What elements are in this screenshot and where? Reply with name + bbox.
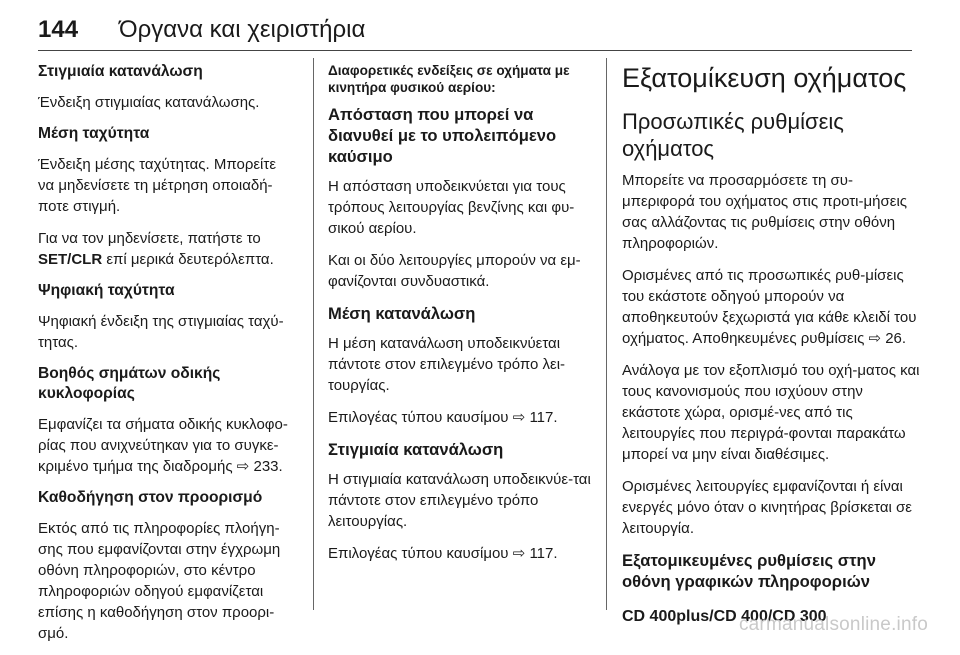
page-ref-arrow-icon: ⇨ xyxy=(236,458,250,475)
section-heading: Στιγμιαία κατανάλωση xyxy=(38,63,203,80)
paragraph: Η μέση κατανάλωση υποδεικνύεται πάντοτε στον επιλεγμένο τρόπο λει-τουργίας. xyxy=(328,335,566,394)
paragraph: Ψηφιακή ένδειξη της στιγμιαίας ταχύ-τητας. xyxy=(38,313,284,351)
paragraph: Μπορείτε να προσαρμόσετε τη συ-μπεριφορά του οχήματος στις προτι-μήσεις σας αλλάζοντας τις ρυθμίσεις στην οθόνη πληροφοριών. xyxy=(622,172,907,252)
section-heading: Απόσταση που μπορεί να διανυθεί με το υπολειπόμενο καύσιμο xyxy=(328,105,557,166)
model-heading: CD 400plus/CD 400/CD 300 xyxy=(622,608,827,625)
paragraph: Εκτός από τις πληροφορίες πλοήγη-σης που εμφανίζονται στην έγχρωμη οθόνη πληροφοριών, στο κέντρο πληροφοριών οδηγού εμφανίζεται επίσης η καθοδήγηση στον προορι-σμό. xyxy=(38,520,281,642)
page-ref-link[interactable]: 117 xyxy=(529,409,554,426)
watermark: carmanualsonline.info xyxy=(738,614,928,635)
header-divider xyxy=(38,50,912,51)
column-middle xyxy=(328,62,594,575)
paragraph: Ένδειξη μέσης ταχύτητας. Μπορείτε να μηδενίσετε τη μέτρηση οποιαδή-ποτε στιγμή. xyxy=(38,156,277,215)
paragraph: Επιλογέας τύπου καυσίμου ⇨ 117. xyxy=(328,409,558,426)
page-ref-link[interactable]: 26 xyxy=(885,330,902,347)
running-title: Όργανα και χειριστήρια xyxy=(119,16,366,43)
paragraph: Η απόσταση υποδεικνύεται για τους τρόπους λειτουργίας βενζίνης και φυ-σικού αερίου. xyxy=(328,178,575,237)
paragraph: Ένδειξη στιγμιαίας κατανάλωσης. xyxy=(38,94,260,111)
paragraph: Εμφανίζει τα σήματα οδικής κυκλοφο-ρίας που ανιχνεύτηκαν για το συγκε-κριμένο τμήμα της διαδρομής ⇨ 233. xyxy=(38,416,288,475)
paragraph: Και οι δύο λειτουργίες μπορούν να εμ-φανίζονται συνδυαστικά. xyxy=(328,252,581,290)
page-ref-link[interactable]: 233 xyxy=(253,458,279,475)
button-name: SET/CLR xyxy=(38,251,103,268)
section-heading: Ψηφιακή ταχύτητα xyxy=(38,282,175,299)
section-heading: Εξατομικευμένες ρυθμίσεις στην οθόνη γραφικών πληροφοριών xyxy=(622,551,876,591)
column-divider-1 xyxy=(313,58,314,610)
paragraph: Ανάλογα με τον εξοπλισμό του οχή-ματος και τους κανονισμούς που ισχύουν στην εκάστοτε χώρα, ορισμέ-νες από τις λειτουργίες που περιγρά-φονται παρακάτω μπορεί να μην είναι διαθέσιμες. xyxy=(622,362,920,463)
section-heading: Μέση κατανάλωση xyxy=(328,304,476,323)
column-right xyxy=(622,62,922,641)
paragraph: Για να τον μηδενίσετε, πατήστε το SET/CLR επί μερικά δευτερόλεπτα. xyxy=(38,230,274,268)
chapter-title: Εξατομίκευση οχήματος xyxy=(622,63,907,93)
section-heading: Μέση ταχύτητα xyxy=(38,125,150,142)
paragraph: Ορισμένες από τις προσωπικές ρυθ-μίσεις του εκάστοτε οδηγού μπορούν να αποθηκευτούν ξεχωριστά για κάθε κλειδί του οχήματος. Αποθηκευμένες ρυθμίσεις ⇨ 26. xyxy=(622,267,917,347)
paragraph: Η στιγμιαία κατανάλωση υποδεικνύε-ται πάντοτε στον επιλεγμένο τρόπο λειτουργίας. xyxy=(328,471,591,530)
page-ref-arrow-icon: ⇨ xyxy=(512,409,526,426)
page-ref-arrow-icon: ⇨ xyxy=(512,545,526,562)
paragraph: Ορισμένες λειτουργίες εμφανίζονται ή είναι ενεργές μόνο όταν ο κινητήρας βρίσκεται σε λειτουργία. xyxy=(622,478,912,537)
column-divider-2 xyxy=(606,58,607,610)
section-heading: Καθοδήγηση στον προορισμό xyxy=(38,489,263,506)
section-heading: Βοηθός σημάτων οδικής κυκλοφορίας xyxy=(38,365,221,402)
page-ref-arrow-icon: ⇨ xyxy=(868,330,882,347)
section-heading: Στιγμιαία κατανάλωση xyxy=(328,440,504,459)
page-header xyxy=(0,0,960,60)
page-number: 144 xyxy=(38,16,79,43)
section-title: Προσωπικές ρυθμίσεις οχήματος xyxy=(622,109,844,161)
paragraph: Επιλογέας τύπου καυσίμου ⇨ 117. xyxy=(328,545,558,562)
column-left xyxy=(38,62,294,655)
note-heading: Διαφορετικές ενδείξεις σε οχήματα με κινητήρα φυσικού αερίου: xyxy=(328,63,570,95)
page-ref-link[interactable]: 117 xyxy=(529,545,554,562)
